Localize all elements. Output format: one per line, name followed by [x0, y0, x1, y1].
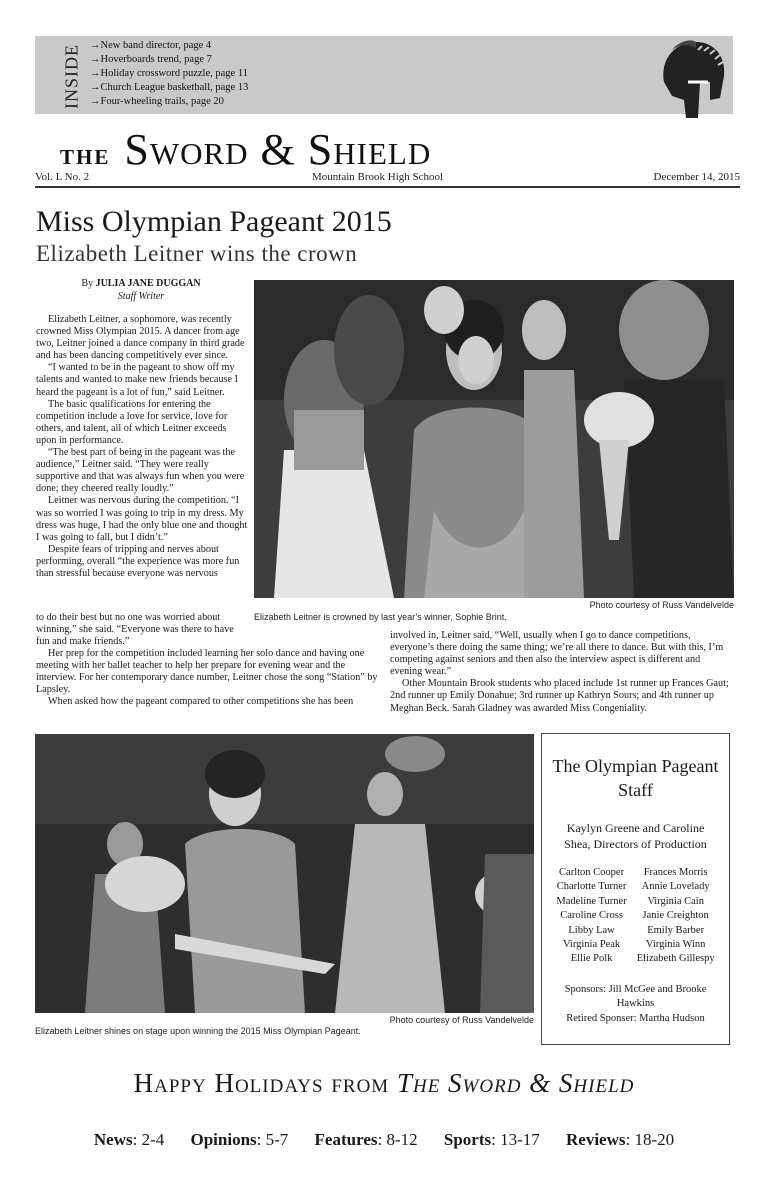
staff-names	[542, 866, 729, 967]
article-column-wide	[36, 648, 384, 711]
article-headline: Miss Olympian Pageant 2015	[36, 205, 392, 238]
section-link-sports[interactable]	[444, 1130, 540, 1149]
volume-number: Vol. L No. 2	[35, 171, 90, 183]
byline-prefix: By	[81, 278, 94, 289]
author-name: JULIA JANE DUGGAN	[95, 278, 201, 289]
section-link-features[interactable]	[315, 1130, 418, 1149]
author-title: Staff Writer	[117, 291, 165, 302]
masthead	[60, 124, 720, 174]
staff-box-title: The Olympian Pageant Staff	[552, 756, 719, 800]
section-link-news[interactable]	[94, 1130, 164, 1149]
volume-line	[35, 171, 740, 187]
section-pages: : 13-17	[491, 1130, 540, 1149]
article-paragraph: involved in, Leitner said, “Well, usually when I go to dance competitions, everyone’s there doing the same thing; we’re all there to dance. But with this, I’m competing against seniors and then also the interview aspect is different and evening wear.”	[390, 630, 724, 678]
holidays-prefix: Happy Holidays from	[133, 1068, 390, 1098]
article-paragraph: Despite fears of tripping and nerves about performing, overall “the experience was more fun than stressful because everyone was nervous	[36, 543, 240, 579]
staff-name: Frances Morris	[643, 867, 708, 878]
inside-label: INSIDE	[61, 44, 82, 109]
section-pages: : 18-20	[625, 1130, 675, 1149]
section-link-reviews[interactable]	[566, 1130, 674, 1149]
staff-name: Madeline Turner	[556, 895, 627, 907]
staff-name: Caroline Cross	[560, 910, 623, 922]
article-paragraph: The basic qualifications for entering the competition include a love for service, love for others, and talent, all of which Leitner exceeds upon in performance.	[36, 398, 228, 446]
masthead-rule	[35, 186, 740, 188]
section-index	[0, 1130, 768, 1150]
inside-item[interactable]: → Four-wheeling trails, page 20	[90, 95, 248, 109]
staff-name: Ellie Polk	[570, 953, 613, 965]
photo-caption: Elizabeth Leitner shines on stage upon winning the 2015 Miss Olympian Pageant.	[35, 1026, 361, 1036]
article-paragraph: Elizabeth Leitner, a sophomore, was recently crowned Miss Olympian 2015. A dancer from age two, Leitner joined a dance company in third grade and has been dancing competitively ever since.	[36, 314, 245, 362]
issue-date: December 14, 2015	[653, 171, 740, 183]
retired-sponsor-line: Retired Sponser: Martha Hudson	[566, 1012, 705, 1024]
article-paragraph: “I wanted to be in the pageant to show off my talents and wanted to make new friends because I heard the pageant is a lot of fun,” said Leitner.	[36, 362, 238, 398]
section-pages: : 8-12	[377, 1130, 418, 1149]
staff-name: Charlotte Turner	[556, 881, 627, 893]
inside-item[interactable]: → New band director, page 4	[90, 39, 248, 53]
article-column-1-continued: to do their best but no one was worried about winning,” she said. “Everyone was there to have fun and make friends.”	[36, 612, 234, 648]
article-column-1	[36, 314, 248, 611]
staff-name: Virginia Winn	[645, 939, 706, 951]
section-link-opinions[interactable]	[190, 1130, 288, 1149]
inside-item[interactable]: → Holiday crossword puzzle, page 11	[90, 67, 248, 81]
section-name: Reviews	[566, 1130, 626, 1149]
article-paragraph: Her prep for the competition included learning her solo dance and having one meeting with her ballet teacher to help her prepare for evening wear and the interview. For her contemporary dance number, Leitner chose the song “Station” by Lapsley.	[36, 648, 378, 696]
section-pages: : 2-4	[132, 1130, 165, 1149]
byline	[36, 277, 246, 303]
staff-name: Annie Lovelady	[641, 881, 710, 893]
staff-name: Janie Creighton	[642, 910, 709, 922]
inside-list	[90, 39, 248, 109]
section-name: Sports	[443, 1130, 492, 1149]
school-name: Mountain Brook High School	[312, 171, 444, 183]
inside-item[interactable]: → Church League basketball, page 13	[90, 81, 248, 95]
staff-name: Elizabeth Gillespy	[636, 953, 715, 965]
inside-item[interactable]: → Hoverboards trend, page 7	[90, 53, 248, 67]
article-paragraph: Leitner was nervous during the competition. “I was so worried I was going to trip in my dress. My dress was huge, I had the only blue one and thought I was going to fall, but I didn’t.”	[36, 495, 248, 543]
article-column-2	[390, 630, 732, 718]
photo-credit: Photo courtesy of Russ Vandelvelde	[389, 1015, 534, 1025]
staff-name: Carlton Cooper	[559, 867, 625, 878]
staff-name: Virginia Peak	[562, 939, 621, 951]
staff-box	[541, 733, 730, 1045]
section-name: Features	[314, 1130, 378, 1149]
article-paragraph: Other Mountain Brook students who placed include 1st runner up Frances Gaut; 2nd runner up Emily Donahue; 3rd runner up Kathryn Sours; and 4th runner up Meghan Beck. Sarah Gladney was awarded Miss Congeniality.	[390, 678, 729, 714]
staff-names-right	[637, 866, 715, 967]
masthead-the: the	[60, 138, 111, 171]
section-name: News	[93, 1130, 133, 1149]
photo-caption: Elizabeth Leitner is crowned by last year’s winner, Sophie Brint.	[254, 612, 507, 622]
staff-directors: Kaylyn Greene and Caroline Shea, Directors of Production	[564, 821, 707, 851]
article-paragraph: “The best part of being in the pageant was the audience,” Leitner said. “They were really supportive and that was always fun when you were done; they cheered really loudly.”	[36, 447, 245, 495]
sponsors-line: Sponsors: Jill McGee and Brooke Hawkins	[564, 983, 707, 1010]
stage-photo[interactable]	[35, 734, 534, 1013]
spartan-helmet-icon	[650, 36, 730, 122]
holidays-publication: The Sword & Shield	[396, 1068, 635, 1098]
masthead-title: Sword & Shield	[124, 125, 432, 174]
staff-sponsors	[542, 983, 729, 1026]
staff-name: Emily Barber	[647, 924, 705, 936]
holidays-banner	[0, 1068, 768, 1099]
article-subhead: Elizabeth Leitner wins the crown	[36, 241, 358, 266]
section-pages: : 5-7	[256, 1130, 289, 1149]
section-name: Opinions	[190, 1130, 257, 1149]
staff-name: Libby Law	[568, 924, 615, 936]
staff-names-left	[556, 866, 626, 967]
crowning-photo[interactable]	[254, 280, 734, 598]
staff-name: Virginia Cain	[647, 895, 704, 907]
article-paragraph: When asked how the pageant compared to other competitions she has been	[48, 696, 354, 708]
photo-credit: Photo courtesy of Russ Vandelvelde	[589, 600, 734, 610]
